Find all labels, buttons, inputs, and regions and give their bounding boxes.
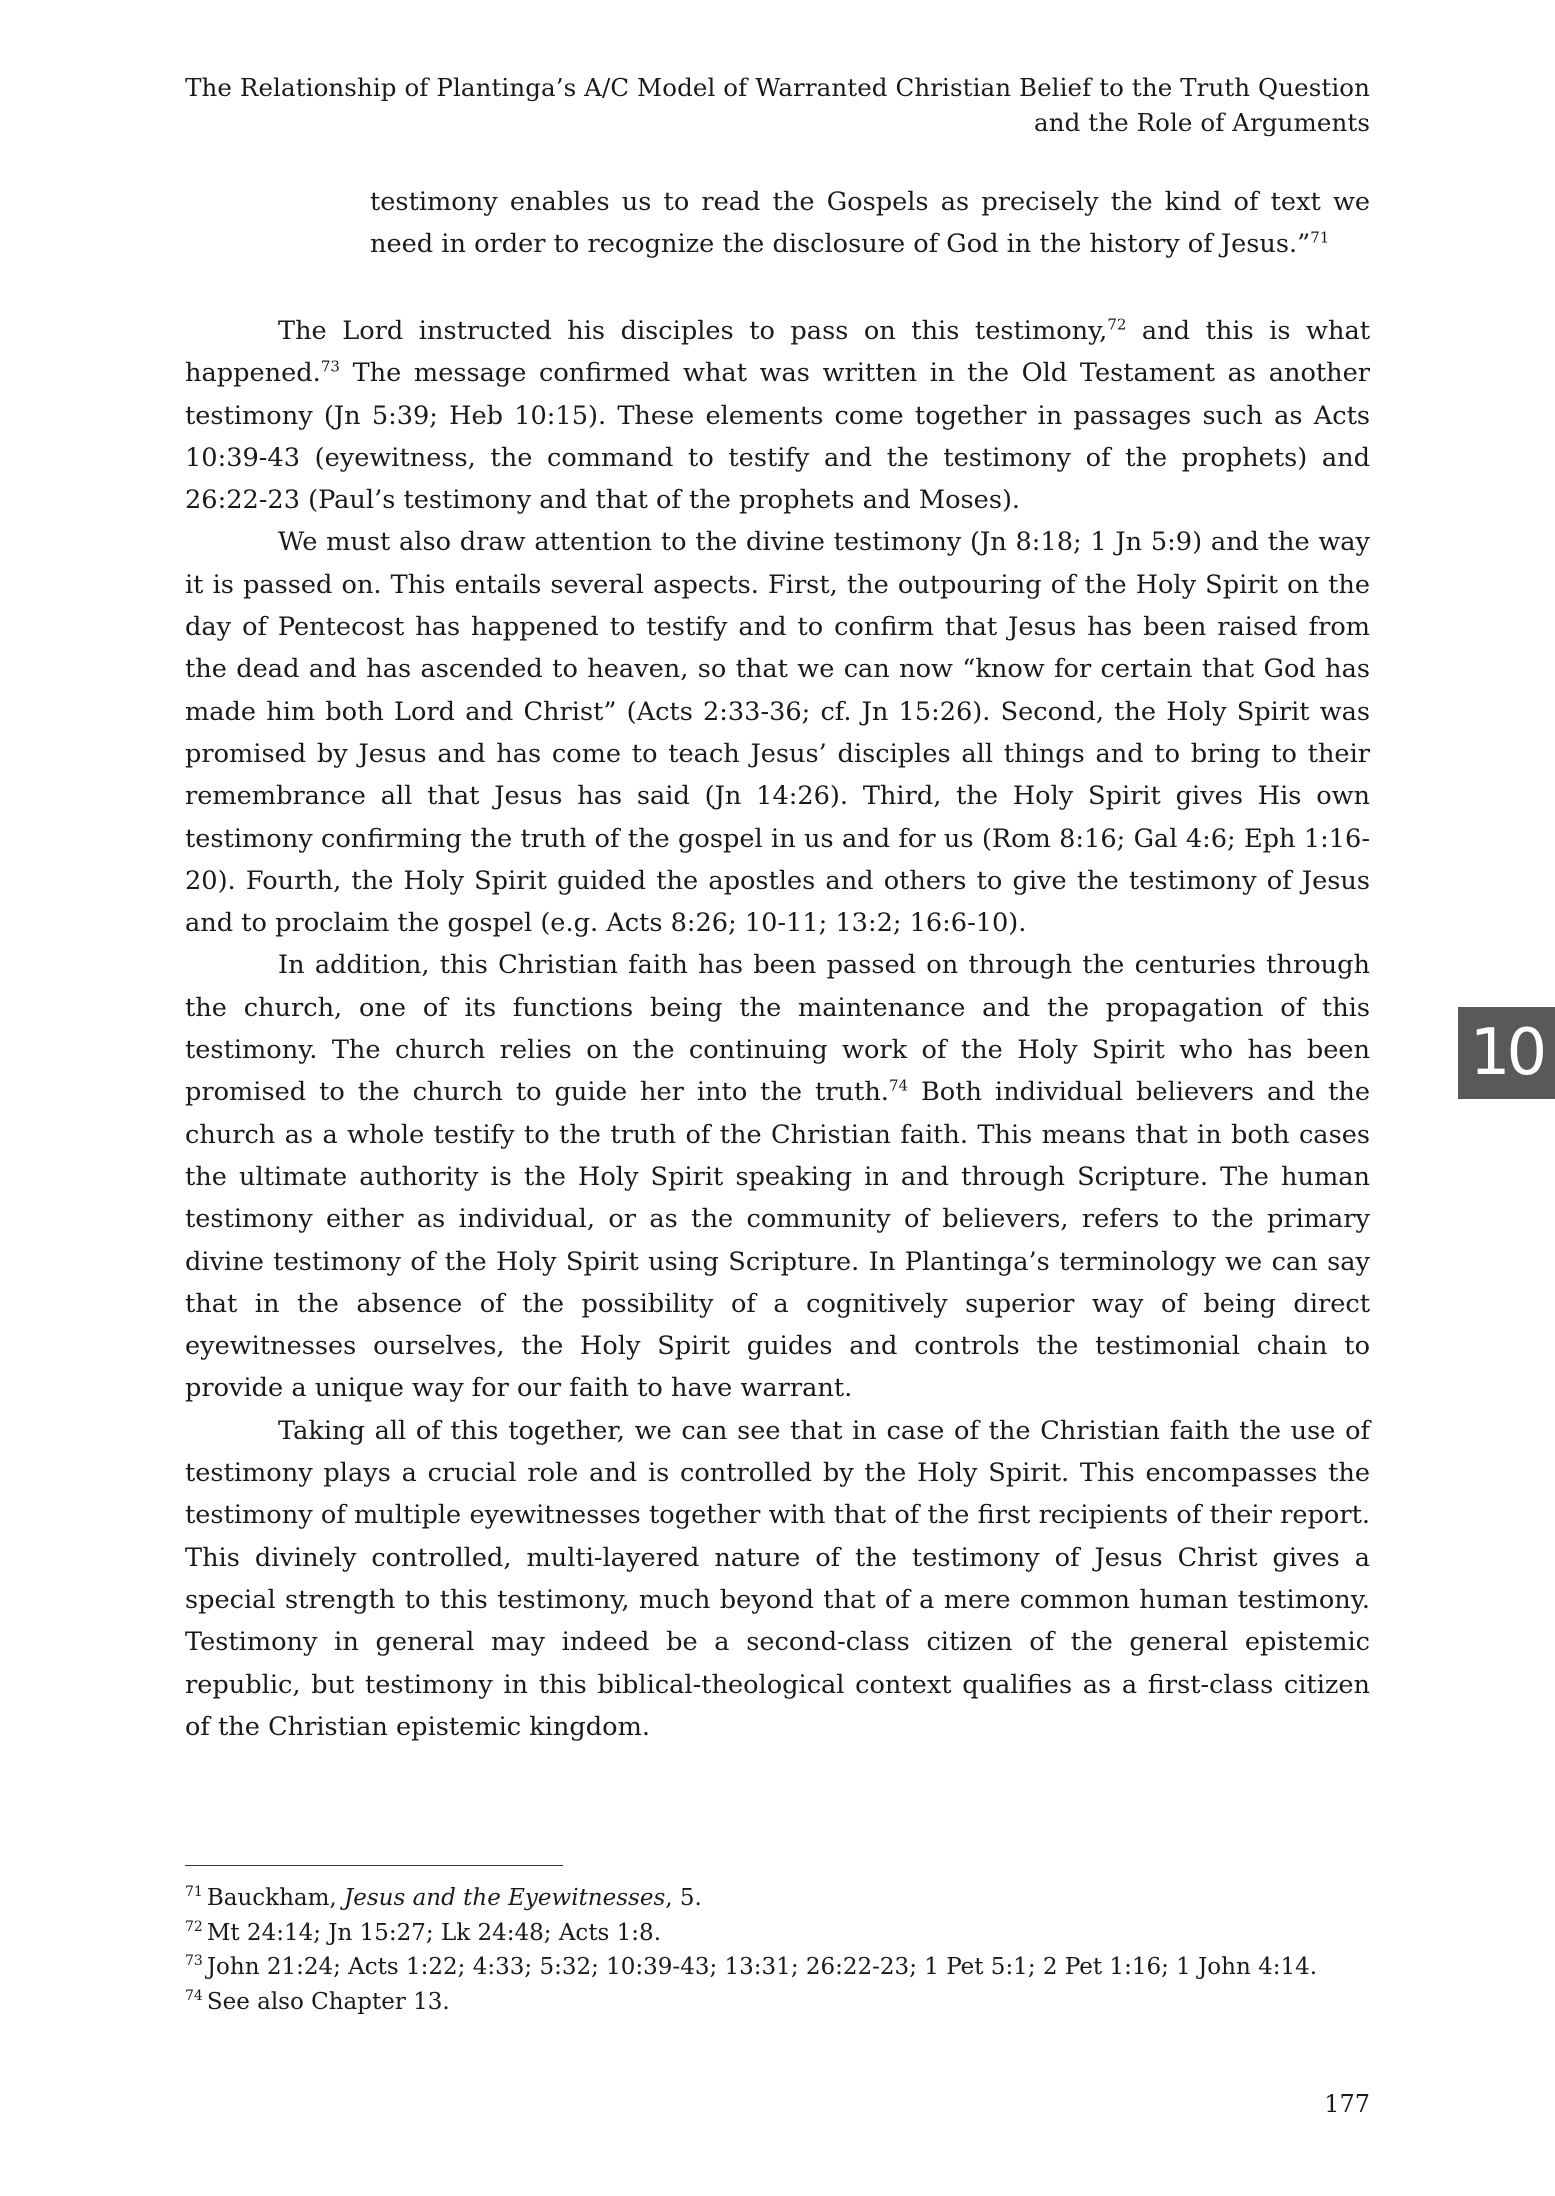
running-header: [170, 70, 1370, 140]
running-header-line-2: and the Role of Arguments: [1034, 108, 1370, 137]
footnote-text: Bauckham,: [206, 1885, 345, 1911]
paragraph-1-text-a: The Lord instructed his disciples to pass on this testimony,: [278, 316, 1108, 346]
footnote-number: 71: [185, 1884, 203, 1901]
footnote-ref-74[interactable]: 74: [888, 1076, 909, 1095]
footnote-text: , 5.: [665, 1885, 702, 1911]
paragraph-3: [185, 944, 1370, 1409]
footnote-number: 72: [185, 1918, 203, 1935]
block-quote: [370, 181, 1370, 266]
footnote-ref-71[interactable]: 71: [1310, 228, 1330, 247]
footnote-book-title: Jesus and the Eyewitnesses: [344, 1885, 666, 1911]
paragraph-3-text-b: Both individual believers and the church as a whole testify to the truth of the Christian faith. This means that in both cases the ultimate authority is the Holy Spirit speaking in and through Scripture. The human testimony either as individual, or as the community of believers, refers to the primary divine testimony of the Holy Spirit using Scripture. In Plantinga’s terminology we can say that in the absence of the possibility of a cognitively superior way of being direct eyewitnesses ourselves, the Holy Spirit guides and controls the testimonial chain to provide a unique way for our faith to have warrant.: [185, 1077, 1370, 1404]
footnote-74: [185, 1985, 1375, 2020]
paragraph-1: [185, 310, 1370, 521]
footnote-divider: [185, 1865, 563, 1866]
page-number: 177: [1324, 2090, 1370, 2118]
paragraph-3-text-a: In addition, this Christian faith has been passed on through the centuries through the church, one of its functions being the maintenance and the propagation of this testimony. The church relies on the continuing work of the Holy Spirit who has been promised to the church to guide her into the truth.: [185, 950, 1370, 1108]
block-quote-text: testimony enables us to read the Gospels as precisely the kind of text we need in order to recognize the disclosure of God in the history of Jesus.”: [370, 187, 1370, 260]
footnote-73: [185, 1950, 1375, 1985]
footnote-text: Mt 24:14; Jn 15:27; Lk 24:48; Acts 1:8.: [206, 1919, 661, 1946]
footnote-number: 74: [185, 1987, 203, 2004]
main-text: [185, 310, 1370, 1748]
paragraph-1-text-b: and this is what happened.: [185, 316, 1370, 389]
paragraph-2: We must also draw attention to the divine testimony (Jn 8:18; 1 Jn 5:9) and the way it is passed on. This entails several aspects. First, the outpouring of the Holy Spirit on the day of Pentecost has happened to testify and to confirm that Jesus has been raised from the dead and has ascended to heaven, so that we can now “know for certain that God has made him both Lord and Christ” (Acts 2:33-36; cf. Jn 15:26). Second, the Holy Spirit was promised by Jesus and has come to teach Jesus’ disciples all things and to bring to their remembrance all that Jesus has said (Jn 14:26). Third, the Holy Spirit gives His own testimony confirming the truth of the gospel in us and for us (Rom 8:16; Gal 4:6; Eph 1:16-20). Fourth, the Holy Spirit guided the apostles and others to give the testimony of Jesus and to proclaim the gospel (e.g. Acts 8:26; 10-11; 13:2; 16:6-10).: [185, 527, 1370, 939]
footnote-ref-73[interactable]: 73: [320, 357, 340, 376]
footnote-71: [185, 1881, 1375, 1916]
chapter-tab: 10: [1458, 1007, 1555, 1099]
footnote-ref-72[interactable]: 72: [1107, 315, 1127, 334]
running-header-line-1: The Relationship of Plantinga’s A/C Model of Warranted Christian Belief to the Truth Question: [185, 73, 1370, 102]
footnote-text: See also Chapter 13.: [206, 1988, 450, 2015]
paragraph-1-text-c: The message confirmed what was written in the Old Testament as another testimony (Jn 5:39; Heb 10:15). These elements come together in passages such as Acts 10:39-43 (eyewitness, the command to testify and the testimony of the prophets) and 26:22-23 (Paul’s testimony and that of the prophets and Moses).: [185, 358, 1370, 516]
footnote-72: [185, 1916, 1375, 1951]
paragraph-4: Taking all of this together, we can see that in case of the Christian faith the use of testimony plays a crucial role and is controlled by the Holy Spirit. This encompasses the testimony of multiple eyewitnesses together with that of the first recipients of their report. This divinely controlled, multi-layered nature of the testimony of Jesus Christ gives a special strength to this testimony, much beyond that of a mere common human testimony. Testimony in general may indeed be a second-class citizen of the general epistemic republic, but testimony in this biblical-theological context qualifies as a first-class citizen of the Christian epistemic kingdom.: [185, 1415, 1370, 1742]
footnote-number: 73: [185, 1953, 203, 1970]
footnote-text: John 21:24; Acts 1:22; 4:33; 5:32; 10:39-43; 13:31; 26:22-23; 1 Pet 5:1; 2 Pet 1:16; 1 John 4:14.: [206, 1954, 1318, 1980]
footnotes: [185, 1881, 1375, 2019]
